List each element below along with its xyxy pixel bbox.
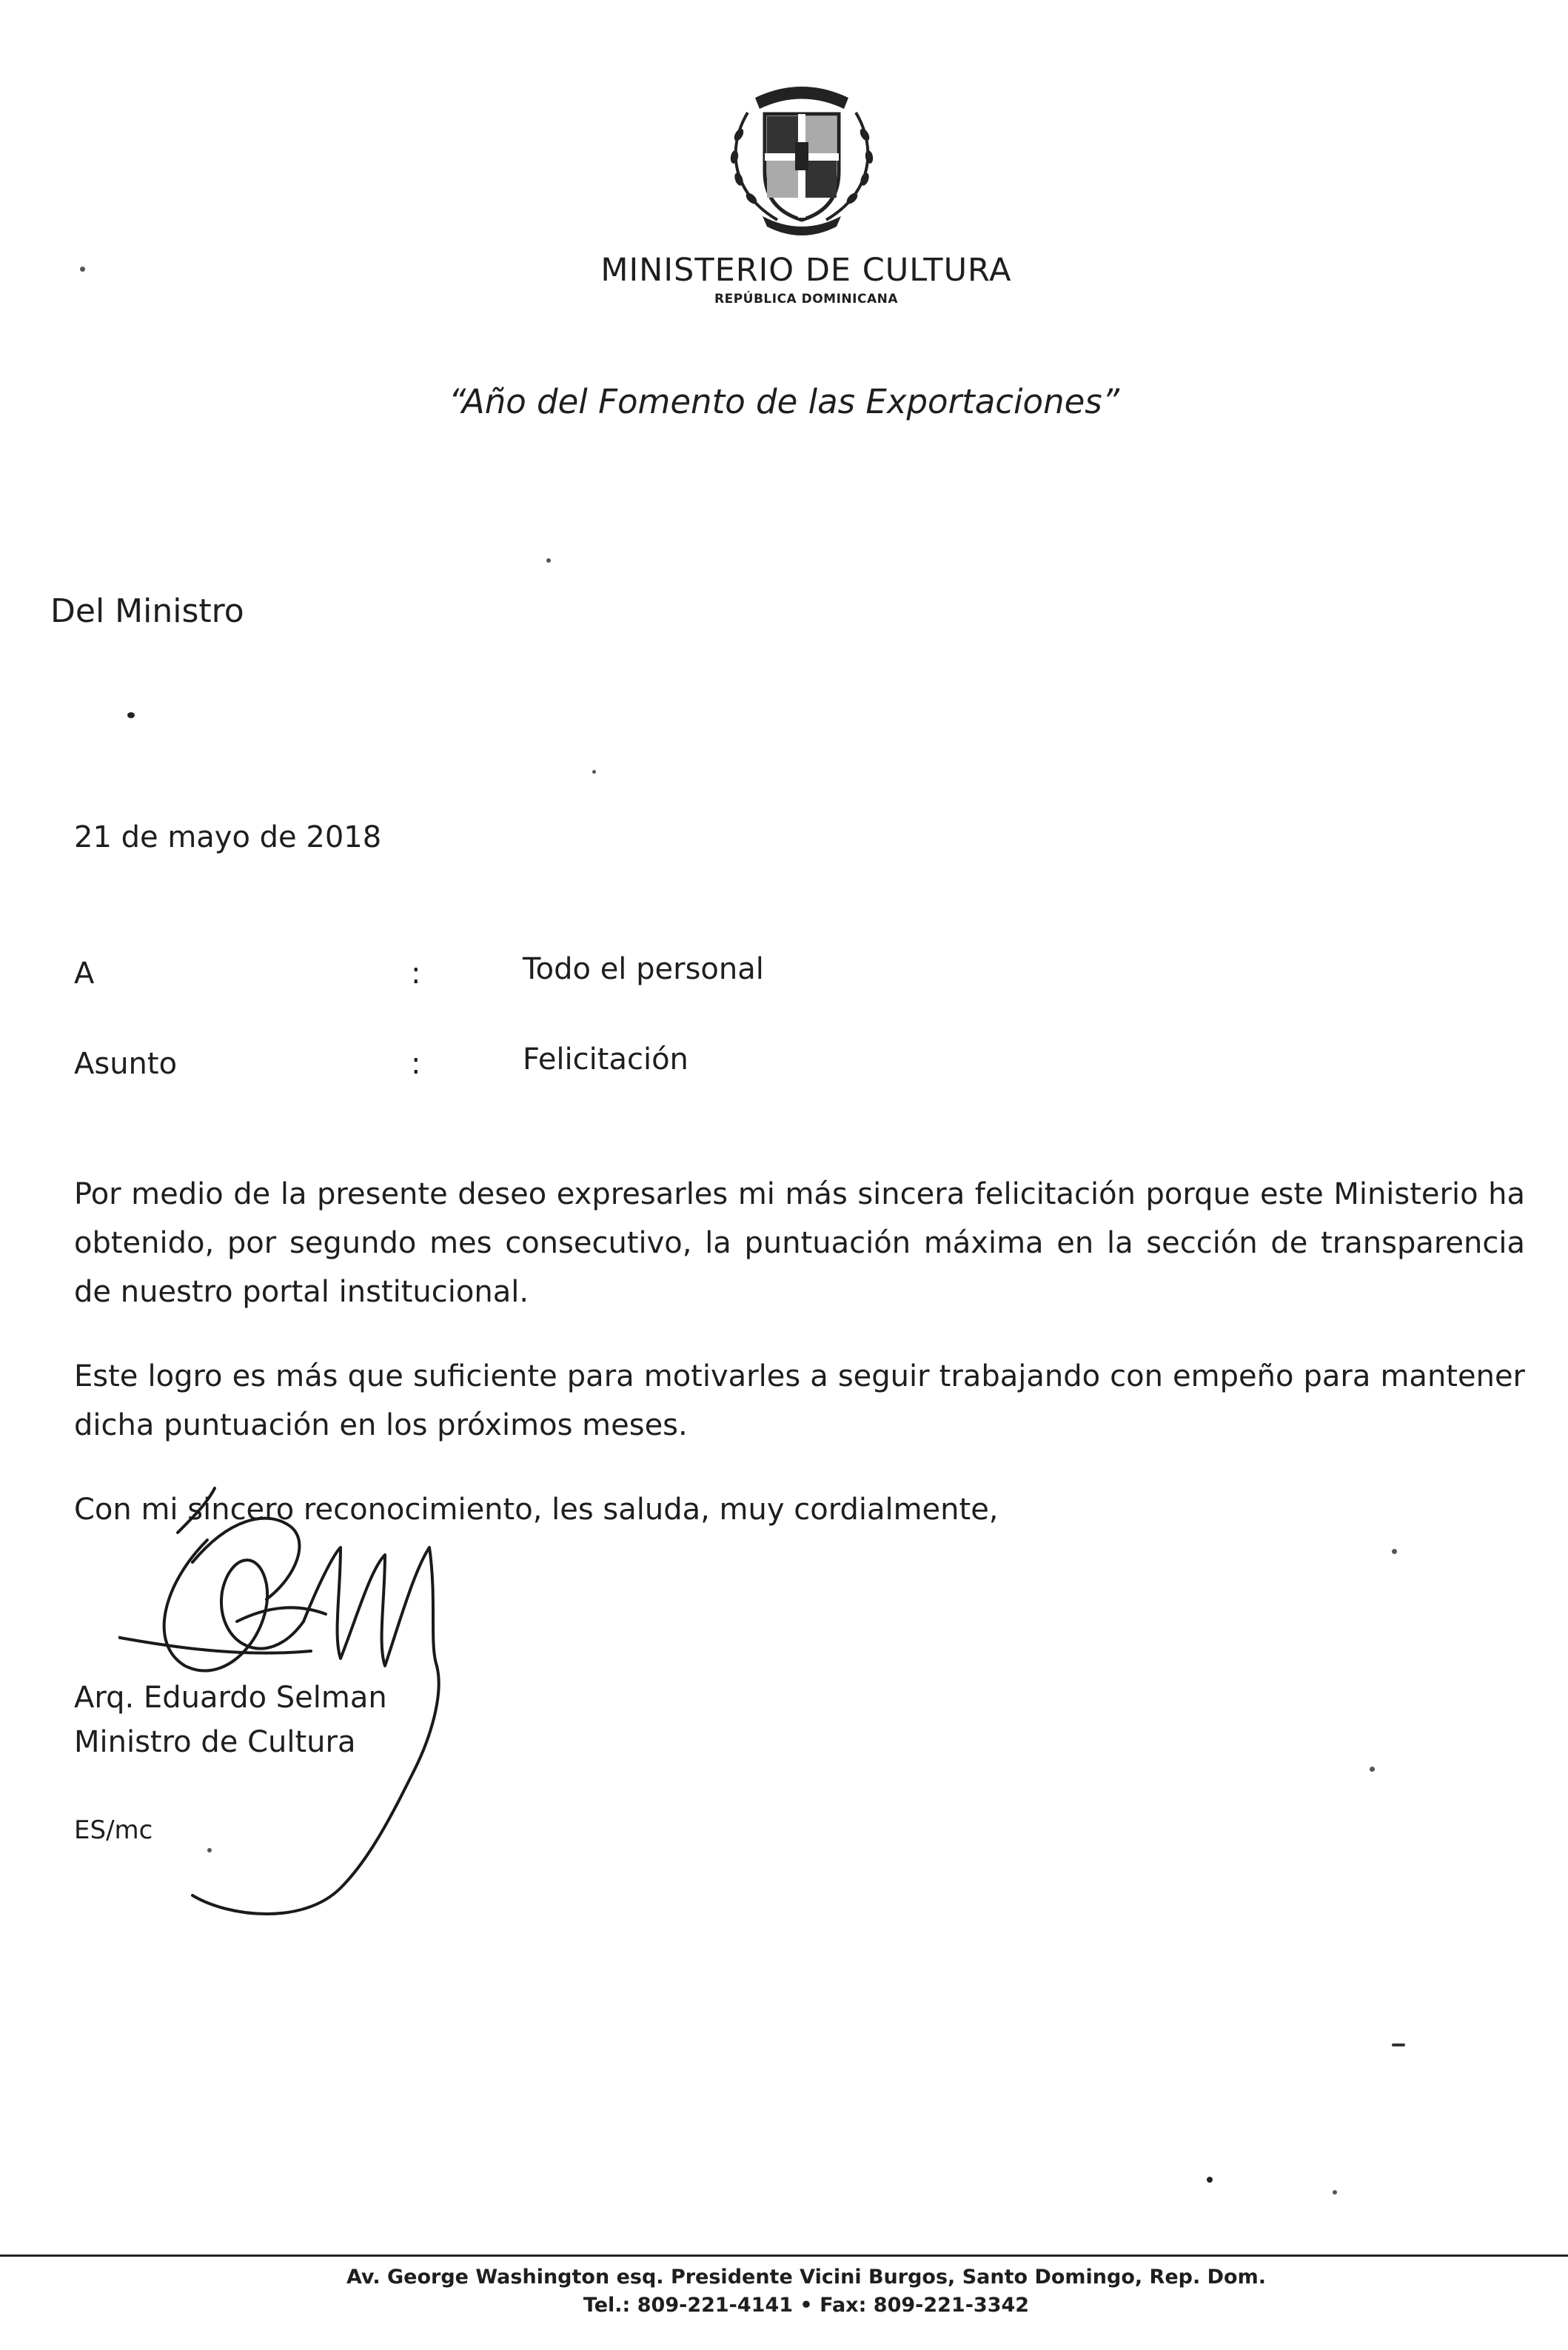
scan-speck: [546, 558, 551, 563]
scan-speck: [1370, 1767, 1375, 1772]
scan-speck: [127, 712, 135, 718]
body-paragraph: Por medio de la presente deseo expresarles mi más sincera felicitación porque este Ministerio ha obtenido, por segundo mes consecutivo, la puntuación máxima en la sección de transparencia de nuestro portal institucional.: [74, 1177, 1525, 1309]
signatory-name: Arq. Eduardo Selman: [74, 1681, 387, 1715]
field-separator: :: [411, 957, 421, 991]
ministry-country: REPÚBLICA DOMINICANA: [714, 292, 898, 307]
field-label-to: A: [74, 957, 95, 991]
footer-divider: [0, 2254, 1568, 2257]
reference-initials: ES/mc: [74, 1815, 153, 1845]
scan-speck: [1207, 2177, 1213, 2183]
year-motto: “Año del Fomento de las Exportaciones”: [448, 382, 1120, 421]
ministry-name: MINISTERIO DE CULTURA: [600, 252, 1012, 289]
coat-of-arms-seal-icon: [718, 68, 885, 235]
scan-speck: [1333, 2190, 1337, 2195]
field-label-subject: Asunto: [74, 1047, 178, 1081]
letter-date: 21 de mayo de 2018: [74, 820, 382, 854]
scan-speck: [1392, 2043, 1405, 2046]
body-paragraph: Este logro es más que suficiente para motivarles a seguir trabajando con empeño para mantener dicha puntuación en los próximos meses.: [74, 1359, 1525, 1442]
closing-line: Con mi sincero reconocimiento, les saluda, muy cordialmente,: [74, 1493, 999, 1527]
footer-contact: Tel.: 809-221-4141 • Fax: 809-221-3342: [583, 2294, 1030, 2317]
signatory-title: Ministro de Cultura: [74, 1725, 356, 1759]
footer-address: Av. George Washington esq. Presidente Vicini Burgos, Santo Domingo, Rep. Dom.: [346, 2266, 1266, 2289]
field-separator: :: [411, 1047, 421, 1081]
scan-speck: [80, 267, 85, 272]
field-value-subject: Felicitación: [523, 1042, 688, 1077]
scan-speck: [592, 770, 596, 774]
scan-speck: [207, 1848, 212, 1852]
handwritten-signature: [118, 1473, 503, 1947]
field-value-to: Todo el personal: [523, 952, 764, 986]
office-heading: Del Ministro: [50, 592, 244, 630]
scan-speck: [1392, 1549, 1397, 1554]
